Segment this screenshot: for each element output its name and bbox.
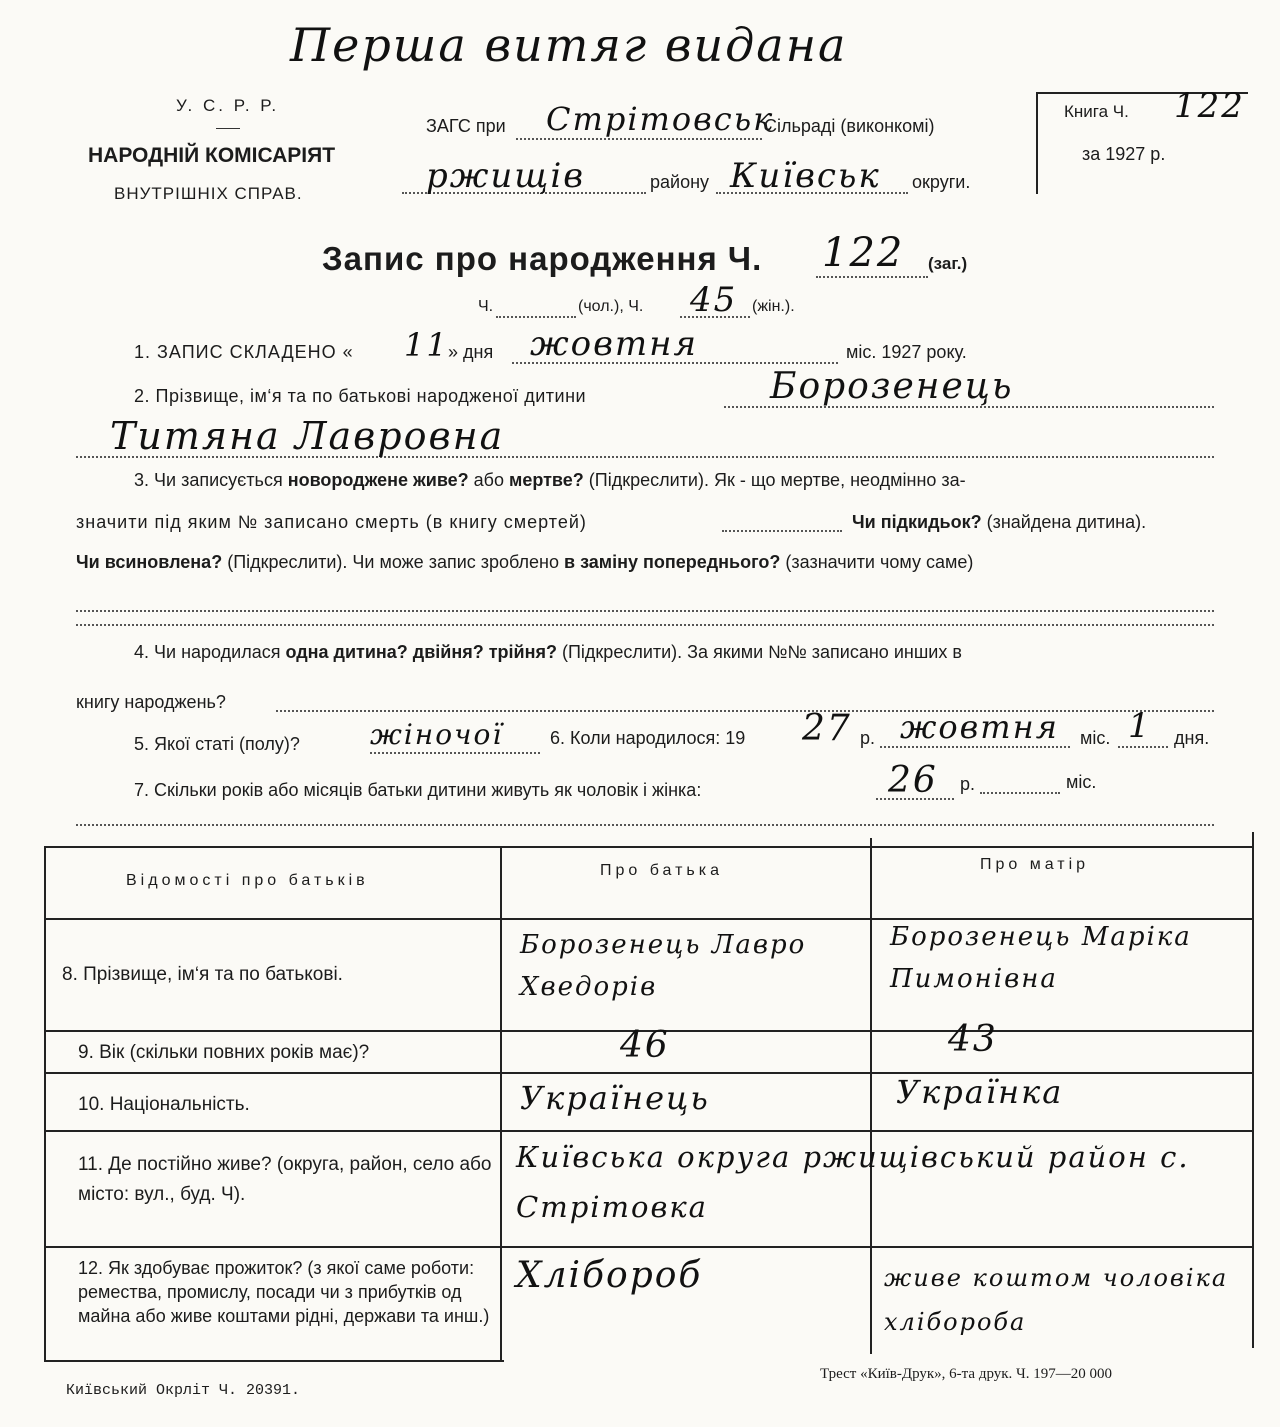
item2-label: 2. Прізвище, ім‘я та по батькові народженої дитини: [134, 386, 587, 406]
row10-father: Українець: [520, 1079, 710, 1117]
row9-mother: 43: [948, 1019, 998, 1060]
item6-dnia: дня.: [1174, 728, 1210, 748]
table-header-father: Про батька: [600, 862, 723, 879]
item6-year: 27: [802, 708, 852, 749]
item6-month-dotline: [880, 746, 1070, 748]
footer-left: Київський Окрліт Ч. 20391.: [66, 1382, 301, 1399]
item4-line1: 4. Чи народилася одна дитина? двійня? трійня? (Підкреслити). За якими №№ записано инших в: [134, 642, 962, 662]
district-label: району: [650, 172, 710, 192]
male-count-dotline: [496, 316, 576, 318]
item1-end: міс. 1927 року.: [846, 342, 967, 362]
item2-name: Титяна Лавровна: [110, 414, 505, 458]
record-number-suffix: (заг.): [928, 254, 968, 273]
row8-mother: Борозенець Маріка Пимонівна: [890, 922, 1192, 994]
item3-line3: Чи всиновлена? (Підкреслити). Чи може запис зроблено в заміну попереднього? (зазначити чому саме): [76, 552, 974, 572]
female-count-label: (жін.).: [752, 298, 795, 315]
male-count-prefix: Ч.: [478, 298, 494, 315]
tbl-row-div-5: [44, 1246, 1254, 1248]
header-divider: [216, 128, 240, 129]
item1-month: жовтня: [530, 324, 699, 364]
tbl-col2-div: [870, 838, 872, 1354]
item6-r: р.: [860, 728, 876, 748]
tbl-row-div-3: [44, 1072, 1254, 1074]
row11-residence: Київська округа ржищівський район с. Стрітовка: [516, 1140, 1190, 1224]
zags-label: ЗАГС при: [426, 116, 506, 136]
item5-value: жіночої: [370, 718, 504, 751]
row11-label: 11. Де постійно живе? (округа, район, село або місто: вул., буд. Ч).: [78, 1154, 492, 1205]
item6-day: 1: [1128, 706, 1152, 746]
book-value: 122: [1174, 86, 1245, 126]
item1-day: 11: [404, 326, 449, 364]
item3-line2: значити під яким № записано смерть (в книгу смертей): [76, 512, 587, 532]
item6-day-dotline: [1118, 746, 1168, 748]
footer-right: Трест «Київ-Друк», 6-та друк. Ч. 197—20 000: [820, 1366, 1113, 1382]
tbl-col1-div: [500, 846, 502, 1362]
item3-line1: 3. Чи записується новороджене живе? або мертве? (Підкреслити). Як - що мертве, неодмінно за-: [134, 470, 966, 490]
item7-label: 7. Скільки років або місяців батьки дитини живуть як чоловік і жінка:: [134, 780, 702, 800]
row10-label: 10. Національність.: [78, 1094, 250, 1115]
tbl-right: [1252, 832, 1254, 1348]
item7-mis: міс.: [1066, 772, 1097, 792]
ministry-title: НАРОДНІЙ КОМІСАРІЯТ: [88, 144, 336, 167]
item3-death-dotline: [722, 530, 842, 532]
item6-label: 6. Коли народилося: 19: [550, 728, 746, 748]
republic-label: У. С. Р. Р.: [176, 96, 280, 115]
row12-label: 12. Як здобуває прожиток? (з якої саме роботи: ремества, промислу, посади чи з прибутків од майна або живе коштами рідні, держави та инш.): [78, 1258, 490, 1326]
okrug-value: Київськ: [730, 156, 881, 196]
book-label: Книга Ч.: [1064, 102, 1129, 121]
item6-month: жовтня: [900, 708, 1059, 746]
item7-r: р.: [960, 774, 976, 794]
record-number: 122: [822, 230, 905, 276]
table-header-info: Відомості про батьків: [126, 872, 369, 889]
item7-months-dotline: [980, 792, 1060, 794]
parents-table: [44, 832, 1264, 1362]
row10-mother: Українка: [896, 1073, 1064, 1111]
female-count-value: 45: [690, 280, 738, 320]
table-header-mother: Про матір: [980, 856, 1090, 873]
item7-years: 26: [888, 760, 938, 801]
row12-father: Хлібороб: [516, 1255, 703, 1296]
tbl-top: [44, 846, 1254, 848]
item1-label: 1. ЗАПИС СКЛАДЕНО «: [134, 342, 354, 362]
item2-surname: Борозенець: [770, 366, 1014, 407]
zags-dotline: [516, 138, 762, 140]
record-title: Запис про народження Ч.: [322, 240, 763, 277]
row12-mother: живе коштом чоловіка хлібороба: [884, 1264, 1229, 1336]
row8-father: Борозенець Лавро Хведорів: [520, 930, 807, 1002]
district-value: ржищів: [426, 156, 586, 196]
item5-label: 5. Якої статі (полу)?: [134, 734, 300, 754]
ministry-subtitle: ВНУТРІШНІХ СПРАВ.: [114, 184, 303, 203]
tbl-left: [44, 846, 46, 1362]
item6-mis: міс.: [1080, 728, 1111, 748]
item3-dotline-b: [76, 624, 1214, 626]
item4-line2: книгу народжень?: [76, 692, 226, 712]
item7-dotline: [76, 824, 1214, 826]
row9-label: 9. Вік (скільки повних років має)?: [78, 1042, 370, 1063]
item3-foundling: Чи підкидьок? (знайдена дитина).: [852, 512, 1147, 532]
top-handwritten-note: Перша витяг видана: [290, 18, 848, 72]
book-year: за 1927 р.: [1082, 144, 1166, 164]
item3-dotline-a: [76, 610, 1214, 612]
male-count-label: (чол.), Ч.: [578, 298, 644, 315]
item1-mid: » дня: [448, 342, 494, 362]
tbl-bottom: [44, 1360, 504, 1362]
item5-dotline: [370, 752, 540, 754]
record-number-dotline: [816, 276, 928, 278]
okrug-label: округи.: [912, 172, 971, 192]
row9-father: 46: [620, 1025, 670, 1066]
village-council-label: Сільраді (виконкомі): [764, 116, 935, 136]
row8-label: 8. Прізвище, ім‘я та по батькові.: [62, 964, 343, 985]
item4-dotline: [276, 710, 1214, 712]
zags-value: Стрітовськ: [546, 100, 775, 138]
